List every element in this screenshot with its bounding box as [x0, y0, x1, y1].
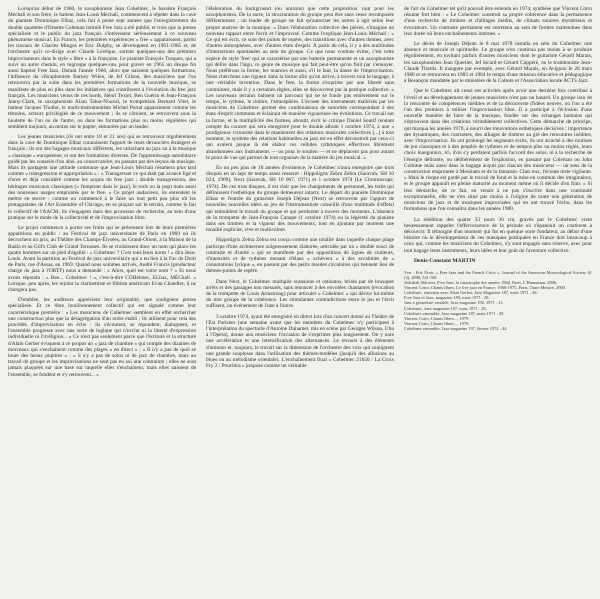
text-column-2 [206, 6, 394, 593]
paragraph: 3 octobre 1974, ayant été enregistré en direct lors d'un concert donné au Théâtre de l'Est Parisien (une semaine avant que les membres du Cohelmec n'y participent à l'interprétation du spectacle d'Antoine Duhamel, mis en scène par Georges Wilson, Ubu à l'Opéra), donne aux musiciens l'occasion de s'exprimer plus longuement. On y note une accélération et une intensification des alternances. Le recours à des éléments d'unisson et, toujours, le travail sur la dimension de l'orchestre des voix qui soulignent une grande souplesse dans l'utilisation des thèmes-modèles (jusqu'à des allusions au blues ou au mélodisme orientale). L'enchaînement final « Cohelmec 21h50 / La Croix Fry 2 / Pouchtra » propose comme un véritable [206, 313, 394, 370]
footnote: Vincent Cotro, Chants libres..., 1979. [404, 315, 470, 321]
paragraph: La réédition des quatre 33 tours 30 cm, gravés par le Cohelmec vient heureusement rappeler l'effervescence de la période où s'épanouit un continent à découvrir. Il témoigne d'un moment qui fut en quelque sorte fondateur, au début d'une histoire où le développement de ces musiques pratiquées en France doit beaucoup à ceux qui, comme les musiciens du Cohelmec, s'y sont engagés sans réserve, avec pour tout bagage leurs instruments, leurs idées et leur goût de l'aventure collective. [404, 216, 592, 254]
paragraph: Dans Next, le Cohelmec multiplie scansions et ostinatos, brisés par de brusques arrêts et des passages non mesurés, sans renoncer à des envolées chantantes (évocation de la trompette de Louis Armstrong) pour articuler « Cohelmec » qui dérive lui-même du mot groupe de la cohérence. Les stimulantes contradictions entre le jeu et l'écrit suffisent, un événement de l'une à l'autre. [206, 278, 394, 310]
paragraph: Le décès de Joseph Déjean le 8 mai 1978 installa en sein du Cohelmec une absence et musicale et spirituelle. Le groupe n'en continua pas moins à se produire régulièrement, en invitant parfois d'autres musiciens dont le guitariste Gérard Marais, les saxophonistes Jean Querlier, Jef Sicard et Gérard Coppéré, ou le tromboniste Jean-Claude Tirards. Il inaugure par exemple, avec Gérard Marais, en Avignon le 28 mars 1980 et se retrouvera en 1983 et 1984 le temps d'une mission éducative et pédagogique à Besançon mandatée par le ministère de la Culture et l'Association locale ACTS Jazz. [404, 41, 592, 85]
text-column-3 [404, 6, 592, 593]
paragraph: l'élaboration du background (ou unisons) que cette proposition vaut pour les saxophonistes. De la sorte, la structuration du groupe peut être sans cesse recomposée différemment ; un leader de groupe ne fait qu'autoriser les autres à agir selon leur propre analyse de la musique. « Dans l'élaboration collective des pièces, s'imagine un nouveau rapport entre l'écrit et l'improvisé. Comme l'explique Jean-Louis Méchali : « Ce qui est écrit, ce sont des points de repère, des transitions avec d'autres thèmes, avec d'autres atmosphères, avec d'autres états d'esprit. À partir de cela, il y a des multitudes d'interactions spontanées au sein du groupe. Ce que nous voulons éviter, c'est cette espèce de style 'free' qui se caractérise par une batterie permanente et un saxophoniste qui délire dans l'aigu, ce genre de musique qui fait peut-être qu'on finit par s'ennuyer. Nous préférons la forme, les nuances et aussi, s'il le faut, la danse de l'improvisation. Nous cherchons une rigueur dans la forme afin qu'on arrive, à travers tout le langage, à une véritable invention. Dans le free, la forme s'exprime par une liberté sans contraintes, mais il y a certaines règles, elles se découvrent par la pratique collective. » Les nouveaux terrains balisent un parcours qui ne se fonde pas entièrement sur le tempo, le rythme, le timbre, l'atmosphère. L'écoute des instruments maîtrisés par les musiciens du Cohelmec permet des combinaisons de sonorités correspondant à des états d'esprit communs et éclairant de manière vigoureuse les évolutions. Ce travail sur la forme, et la multiplicité des formes, aboutit, écrit le critique Daniel Soutif rendant compte du concert qui sera enregistré pour le double album 1 octobre 1974, à une « prodigieuse virtuosité dans le maniement des relations musicales collectives [...] à tout moment, le système des relations habituelles au jazz est en effet déconstruit par ceux-ci qui avaient jusque là été élabor ces cellules rythmiques effectives librement abandonnées aux instruments — ou pour le soutien — et ne déplacent pas pour autant le point de vue qui permet de tout organiser de la matière du jeu musical. » [206, 6, 394, 161]
footnote: Free Jazz et Jazz, magazine 180, mars 1971 : 28. [404, 295, 490, 301]
footnote: Voir : Eric Drott, « Free Jazz and the French Critic », Journal of the American Musicological Society 61 (3), 2008, 541-581. [404, 269, 592, 281]
paragraph: Le projet commence à porter ses fruits qui se présentent lors de leurs premières apparitions en public : au Festival de jazz universitaire de Paris en 1969 où ils décrochent un prix, au Théâtre des Champs-Élysées, au Grand-Orient, à la Maison de la Radio et au Gill's Club de Grand Terrasses. Ils se choisissent donc un nom qui place les quatre hommes sur un pied d'égalité : « Cohelmec ? C'est tous leurs noms ! » dira Jean-Louis. Avant la partition au Festival de jazz universitaire qui a eu lieu à la Fac de Droit de Paris, rue d'Assas, en 1969. Quand nous sommes arrivés, André Francis (producteur chargé du jazz à l'ORTF) nous a demandé : « Alors, quel est votre nom ? » Et nous avons répondu : « Ben... Cohelmec ! », c'est-à-dire COHelmec, ELbaz, MÉChali. » Lorsque, peu après, les rejoint la clarinettiste et flûtiste américain Evan Chandler, il ne changera pas. [8, 224, 196, 293]
footnote: Cohelmec ensemble, Jazz magazine 197, février 1972 : 44. [404, 325, 508, 331]
footnote: Cohelmec ensemble, Jazz magazine 187, mars 1971 : 29. [404, 310, 505, 316]
author-signature: Denis-Constant MARTIN [414, 257, 476, 264]
paragraph: de l'art du Cohelmec tel qu'il pouvait être entendu en 1974, synthèse que Vincent Cotro résume fort bien : « Le Cohelmec construit sa propre cohérence dans la permanence d'une recherche de timbres et d'alliages inédits, de climats sonores mystérieux et évocateurs. Un contraste permanent est entretenu au sein de formes inattendues dans leur durée où leurs enchaînements internes. » [404, 6, 592, 37]
footnote: Vincent Cotro, Chants libres. Le free jazz en France, 1960-1975, Paris, Outre Mesure, 2000. [404, 285, 566, 291]
footnote: Jazz à géométrie variable, Jazz magazine 192, 1971 : 11. [404, 300, 504, 306]
footnotes [404, 270, 592, 331]
paragraph: D'emblée, les auditeurs apprécient leur originalité, que soulignent presse spécialisée. Et ce libre bouillonnement collectif qui est signalé comme leur caractéristique première : « Les musiciens de Cohelmec semblent en effet rechercher une construction plus que la désagrégation d'un ordre établi ; ils utilisent pour cela des procédés d'improvisation en écho : ils s'écoutent, se répondent, dialoguent, et l'ensemble progresse avec une sorte de logique qui n'exclut ni la liberté d'expression individuelle ni l'irréligion... » Ce n'est pas seulement parce que l'écriture et la structure d'Alain Gerber évoquent à ce propos un « jazz de chambre » qui compte des dizaines de morceaux qui s'enchaînent comme des plages « en direct » ; « Il n'y a pas de quoi se louer des beaux pupitres » : « il n'y a pas de solos ni de jazz de chambre, mais un travail de groupe et les improvisations ne sont pas en soi une contrainte ; elles ne sont jamais plaquées sur une base sur laquelle elles s'enchaînent, mais elles naissent de l'ensemble, se fondent et s'y retrouvent... » [8, 297, 196, 378]
footnote: Jedediah Sklower, Free Jazz, la catastrophe des années 1960, Paris, L'Harmattan, 2006. [404, 280, 558, 286]
paragraph: Que le Cohelmec ait cessé ses activités après avoir une dernière fois contribué à l'éveil et au développement de jeunes musiciens n'est pas un hasard. Un groupe issu de la rencontre de compétences inédites et de la découverte d'idées neuves, où l'on a été l'un des premiers à utiliser l'improvisation libre. Il a participé à l'éclosion d'une nouvelle manière de faire de la musique, fondée sur des échanges humains qui s'éprouvent dans des créations véritablement collectives. Cette démarche de principe, qui marqua les années 1970, à nourri des innovations esthétiques décisives : importance des dynamiques, des contrastes, des alliages de timbres au gré des rencontres inédites, avec l'improvisation. Ils ont prolongé les segments écrits, ils ont arraché à des routines de jeu classiques et à des peuplés de rythmes et de tempos plus ou moins réglés, leurs choix inauguraux, ici, d'où s'y perdaient parfois l'accord des solos, ni à la recherche de l'énergie délirante, ou délibérément de l'explosion, en passant par Coleman ou John Coltrane mais aussi dans le bagage acquis par chacun des musiciens — un sens de la construction empruntée à Messiaen et de la fantaisie. Chez eux, l'écoute reste vigilante. « Mais le risque est gardé par le travail de fond et la mise en commun des imaginaires, et le groupe apparaît en pleine maturité au moment même où il décide d'en finir. » Si leur démarche, de ce fait, en venait à ne pas s'inscrire dans une continuité exceptionnelle, elle ne s'en situe pas moins à l'origine de toute une génération de musiciens de jazz et de musiques improvisées qui en ont trouvé l'écho, dans les formations que l'on connaîtra dans les années 1980. [404, 88, 592, 213]
footnote: Cohelmec, entretien avec Alain Gerber, Jazz Magazine 187, mars 1971 : 26. [404, 290, 538, 296]
footnote: Cohelmec, Jazz magazine 197, mars 1971 : 28. [404, 305, 487, 311]
footnote: Vincent Cotro, Chants libres..., 1979. [404, 320, 470, 326]
paragraph: Lorsqu'au début de 1960, le saxophoniste Jean Cohelmec, le bassiste François Méchali et son frère, le batteur Jean-Louis Méchali, commencent à répéter dans la cave du pianiste Dominique Elbaz, cela fait à peine sept années que l'enregistrement du double quartette d'Ornette Coleman intitulé Free Jazz a été publié, et trois que la presse spécialisée et le public du jazz français s'intéressent sérieusement à ce nouveau phénomène musical. En France, les premières expériences « free » apparaissent, parmi les travaux de Charles Mingus et Eric Dolphy, se développent en 1961-1965 et, de l'orchestre qu'il co-dirige avec Claude Lévêque, sortent quelques-uns des premiers improvisateurs dans le style « libre » à la française. Le pianiste François Tusques, qui a suivi un autre chemin, en regroupe quelques-uns pour graver en 1965 un disque fui aussi baptisé Free Jazz. Durant l'année 1966, alors que naissent quelques formations, l'influence du vibraphoniste Barney Wilen, de Jef Gilson, des musiciens que l'on retrouvera par la suite dans les premières formations de la nouvelle musique, se manifeste de plus en plus dans les initiatives qui contribuent à l'évolution du free jazz français. Les musiciens venus de ces bords, Henri Texier, Ben Guérin et Jean-François Jenny-Clark, le saxophoniste Alain Tabar-Nouval, le trompettiste Bernard Vitet, le batteur Jacques Thollot, le multi-instrumentiste Michel Portal apparaissent comme les témoins, acteurs privilégiés de ce mouvement ; ils se côtoient, se retrouvent sous la houlette de l'un ou de l'autre, ou dans les formations plus ou moins régulières qui semblent toujours, au moins sur le papier, entourées par un leader. [8, 6, 196, 130]
paragraph: Les jeunes musiciens (ils ont entre 18 et 21 ans) qui se retrouvent régulièrement dans la cave de Dominique Elbaz connaissent l'apport de leurs devanciers étrangers et français ; ils ont des bagages musicaux différents, les rattachant au jazz ou à la musique « classique » européenne, et ont des formations diverses. De l'apprentissage autodidacte guidé par les conseils d'un aîné, au conservatoire, en passant par des leçons de musique. Mais ils partagent une attitude commune que Jean-Louis Méchali résumera plus tard comme « transgression et appropriation » : « Transgresser ce qui était par avance figé et d'ores et déjà considéré comme les acquis du free jazz ; double transgression, des héritages musicaux classiques (« l'emprunt dans le jazz), le rock ou la pop) mais aussi des nouveaux usages empruntés par le free. » Ce projet audacieux, ils entendent le mettre en œuvre : comme on commencé à le faire un tout petit peu plus tôt les protagonistes de l'Art Ensemble of Chicago, en se plaçant sur le terrain, comme le fait le collectif de l'AACM, ils s'engagent dans des processus de recherche, au sein d'une pratique sur le mode de la collectivité et de l'improvisation libre. [8, 134, 196, 221]
paragraph: En un peu plus de 18 années d'existence, le Cohelmec n'aura enregistré que trois disques en un laps de temps assez resserré : Hippoligris Zebra Zebra (Saravah, SH 10 024, 1969), Next (Saravah, SH 10 067, 1971) et 1 octobre 1974 (Le Chronoscope, 1974). De ces trois disques, il est clair que les changements de personnel, les traits qui définissent l'esthétique du groupe demeurent intacts. Le départ du pianiste Dominique Elbaz et l'entrée du guitariste Joseph Déjean (Next) se retrouvent par l'apport de nouvelles nouvelles idées au jeu de l'instrumentiste conseillé d'une multitude d'effets) qui redoublent le travail du groupe et qui perdurent à travers des moments. L'absence de la trompette de Jean-François Canape (1 octobre 1974) ou la légèreté du pianiste dans ses timbres et la vigueur des mouvements, tout en ajoutant par moment une tonalité explicite, vive et multicolore. [206, 165, 394, 234]
text-column-1 [8, 6, 196, 593]
paragraph: Hippoligris Zebra Zebra est conçu comme une totalité dans laquelle chaque plage participe d'une architecture soigneusement élaborée, articulée par un « double souci de contraste et d'unité » qui se manifeste par des oppositions de lignes de couleurs, d'intensités et de rythmes menant d'élans » achèvera « à des accalmies de « connotations lyrique », en passant par des petits moules circulaires qui tiennent lieu de thèmes-points de repère. [206, 237, 394, 275]
